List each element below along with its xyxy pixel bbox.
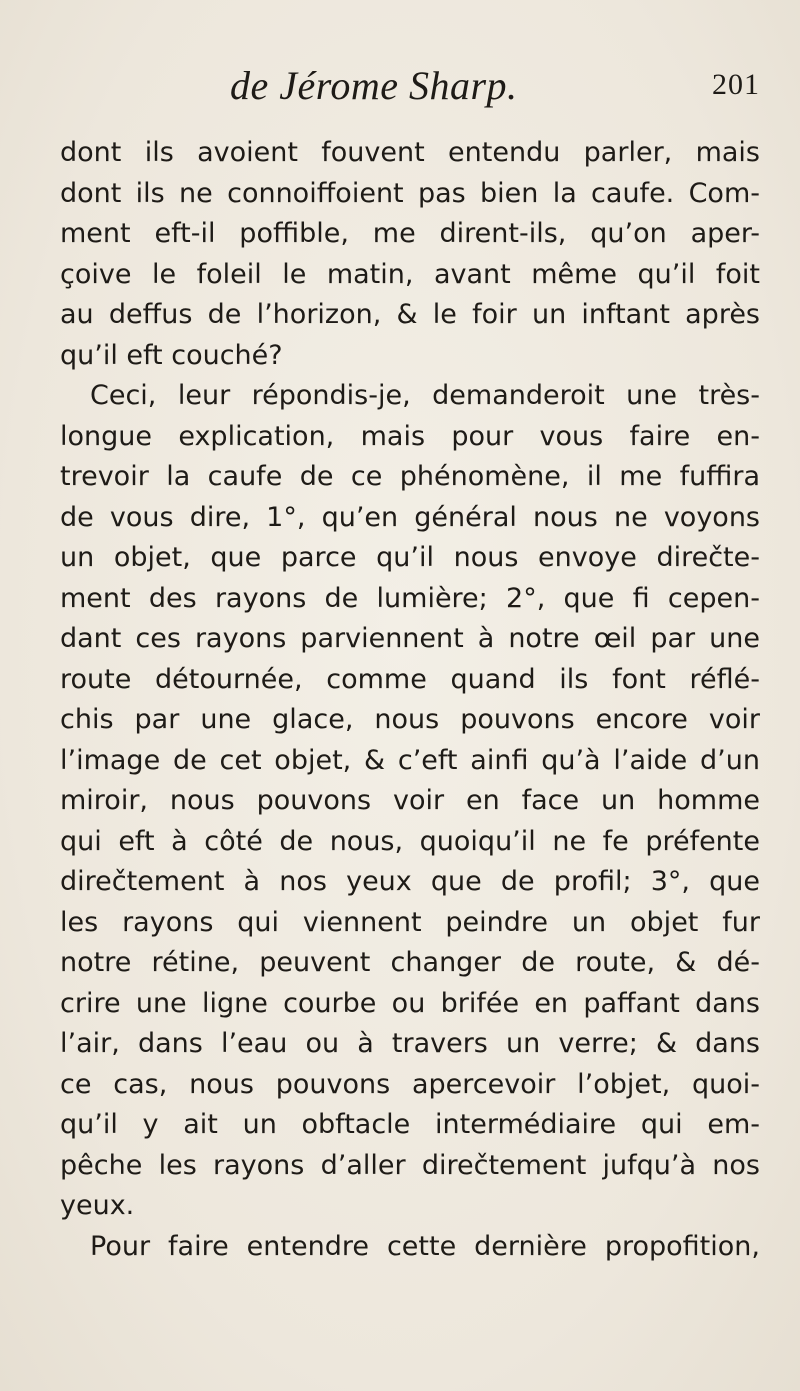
text-line: ce cas, nous pouvons apercevoir l’objet, quoi- — [60, 1068, 760, 1100]
running-title: de Jérome Sharp. — [230, 63, 518, 108]
text-line: Ceci, leur répondis-je, demanderoit une très- — [90, 380, 760, 411]
page-number: 201 — [712, 68, 760, 101]
text-line: miroir, nous pouvons voir en face un homme — [60, 785, 760, 816]
text-line: l’image de cet objet, & c’eft ainfi qu’à l’aide d’un — [60, 744, 760, 776]
text-line: qui eft à côté de nous, quoiqu’il ne fe préfente — [60, 825, 760, 857]
text-line: çoive le foleil le matin, avant même qu’il foit — [60, 258, 760, 290]
text-line: direčtement à nos yeux que de profil; 3°, que — [60, 866, 760, 897]
text-line: au deffus de l’horizon, & le foir un inftant après — [60, 299, 760, 330]
text-line: un objet, que parce qu’il nous envoye direčte- — [60, 542, 760, 573]
text-line: yeux. — [60, 1190, 135, 1221]
text-line: de vous dire, 1°, qu’en général nous ne voyons — [60, 501, 760, 533]
text-line: trevoir la caufe de ce phénomène, il me fuffira — [60, 461, 760, 492]
text-line: notre rétine, peuvent changer de route, & dé- — [60, 947, 760, 978]
text-line: dont ils ne connoiffoient pas bien la caufe. Com- — [60, 177, 760, 209]
text-line: dont ils avoient fouvent entendu parler, mais — [60, 137, 760, 168]
text-line: Pour faire entendre cette dernière propofition, — [90, 1230, 760, 1262]
text-line: chis par une glace, nous pouvons encore voir — [60, 704, 760, 735]
page-header — [60, 62, 760, 122]
text-line: les rayons qui viennent peindre un objet fur — [60, 906, 760, 938]
text-line: crire une ligne courbe ou brifée en paffant dans — [60, 987, 760, 1019]
text-line: ment eft-il poffible, me dirent-ils, qu’on aper- — [60, 218, 760, 249]
text-line: qu’il y ait un obftacle intermédiaire qui em- — [60, 1109, 760, 1140]
body-text — [60, 133, 760, 1267]
text-line: longue explication, mais pour vous faire en- — [60, 420, 760, 452]
text-line: ment des rayons de lumière; 2°, que fi cepen- — [60, 582, 760, 614]
text-line: dant ces rayons parviennent à notre œil par une — [60, 623, 760, 654]
text-line: route détournée, comme quand ils font réflé- — [60, 663, 760, 695]
text-line: qu’il eft couché? — [60, 339, 283, 371]
text-line: pêche les rayons d’aller direčtement jufqu’à nos — [60, 1149, 760, 1181]
text-line: l’air, dans l’eau ou à travers un verre; & dans — [60, 1028, 760, 1059]
